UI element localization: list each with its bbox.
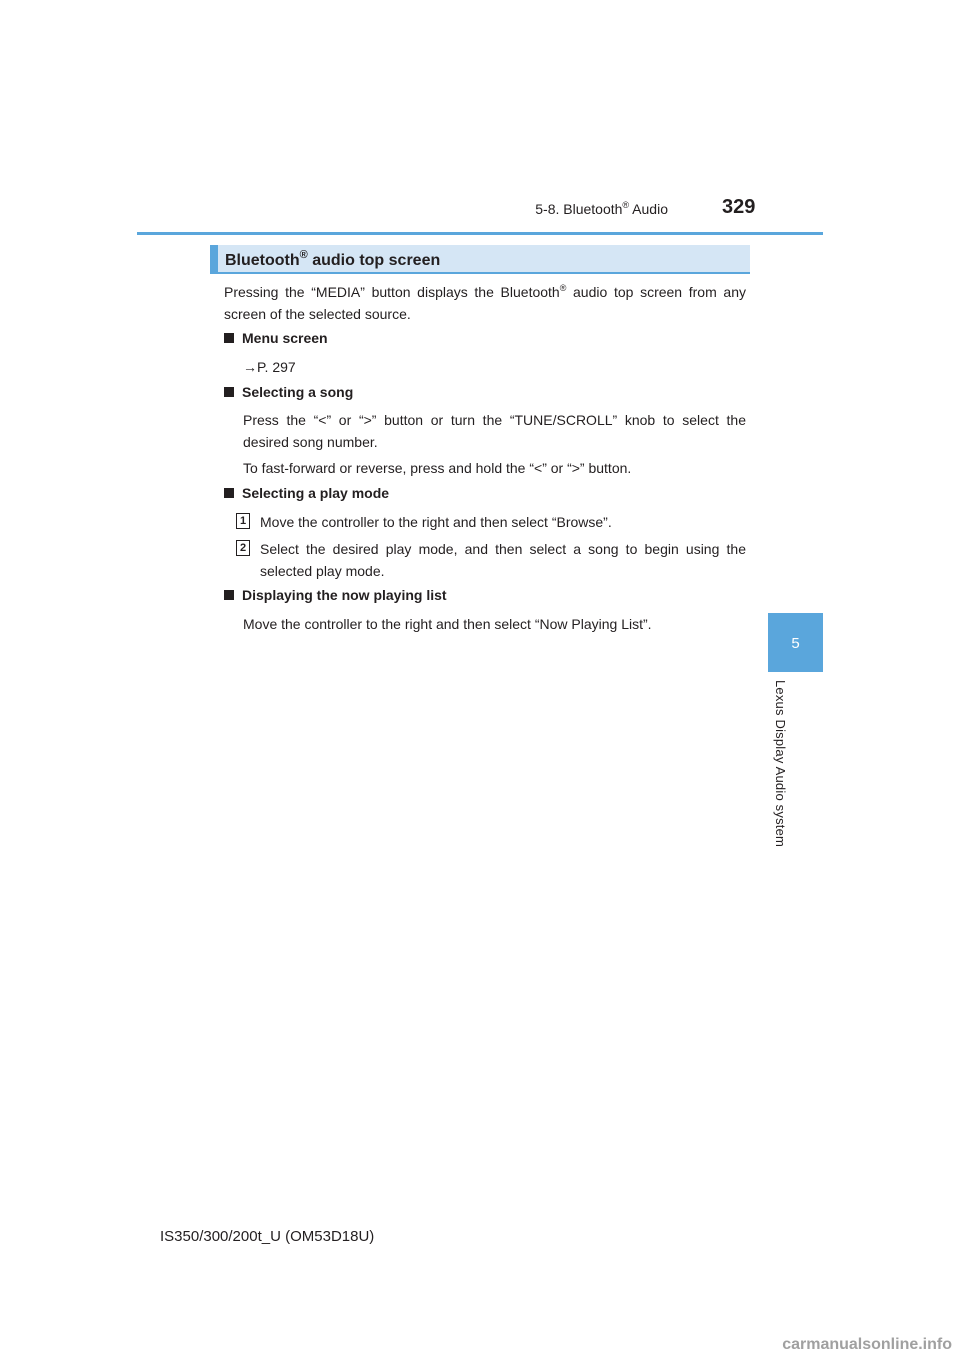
subheading-label: Menu screen [242, 330, 328, 346]
chapter-label: Lexus Display Audio system [773, 680, 788, 848]
watermark: carmanualsonline.info [782, 1336, 952, 1353]
chapter-tab [768, 613, 823, 672]
intro-part1: Pressing the “MEDIA” button displays the Bluetooth [224, 284, 560, 300]
running-header [0, 200, 668, 217]
square-bullet-icon [224, 387, 234, 397]
intro-paragraph [224, 281, 746, 325]
subheading-label: Displaying the now playing list [242, 587, 447, 603]
header-section-prefix: 5-8. Bluetooth [535, 201, 623, 217]
subheading-play-mode [224, 485, 389, 501]
section-heading-title [225, 249, 440, 270]
chapter-number: 5 [791, 635, 800, 652]
step-number-1: 1 [236, 513, 250, 529]
header-section-suffix: Audio [629, 201, 668, 217]
page-number: 329 [722, 196, 756, 218]
step-1-text: Move the controller to the right and then select “Browse”. [260, 514, 612, 530]
heading-suffix: audio top screen [307, 252, 441, 269]
now-playing-text: Move the controller to the right and then select “Now Playing List”. [243, 616, 652, 632]
subheading-label: Selecting a play mode [242, 485, 390, 501]
step-2-text: Select the desired play mode, and then select a song to begin using the selected play mode. [260, 541, 746, 579]
subheading-selecting-song [224, 384, 353, 400]
heading-prefix: Bluetooth [225, 252, 300, 269]
step-number-2: 2 [236, 540, 250, 556]
fast-forward-text: To fast-forward or reverse, press and hold the “<” or “>” button. [243, 460, 632, 476]
header-rule [137, 232, 823, 235]
heading-reg-mark: ® [299, 249, 308, 261]
square-bullet-icon [224, 590, 234, 600]
menu-screen-page-link[interactable]: →P. 297 [243, 359, 296, 375]
square-bullet-icon [224, 333, 234, 343]
intro-reg-mark: ® [559, 283, 567, 293]
subheading-menu-screen [224, 330, 328, 346]
square-bullet-icon [224, 488, 234, 498]
intro-part2: audio top screen from any screen of the selected source. [224, 284, 746, 322]
model-code: IS350/300/200t_U (OM53D18U) [160, 1228, 375, 1245]
subheading-label: Selecting a song [242, 384, 354, 400]
selecting-song-text: Press the “<” or “>” button or turn the “TUNE/SCROLL” knob to select the desired song number. [243, 412, 746, 450]
subheading-now-playing [224, 587, 447, 603]
header-reg-mark: ® [622, 200, 630, 210]
section-heading [210, 245, 750, 274]
